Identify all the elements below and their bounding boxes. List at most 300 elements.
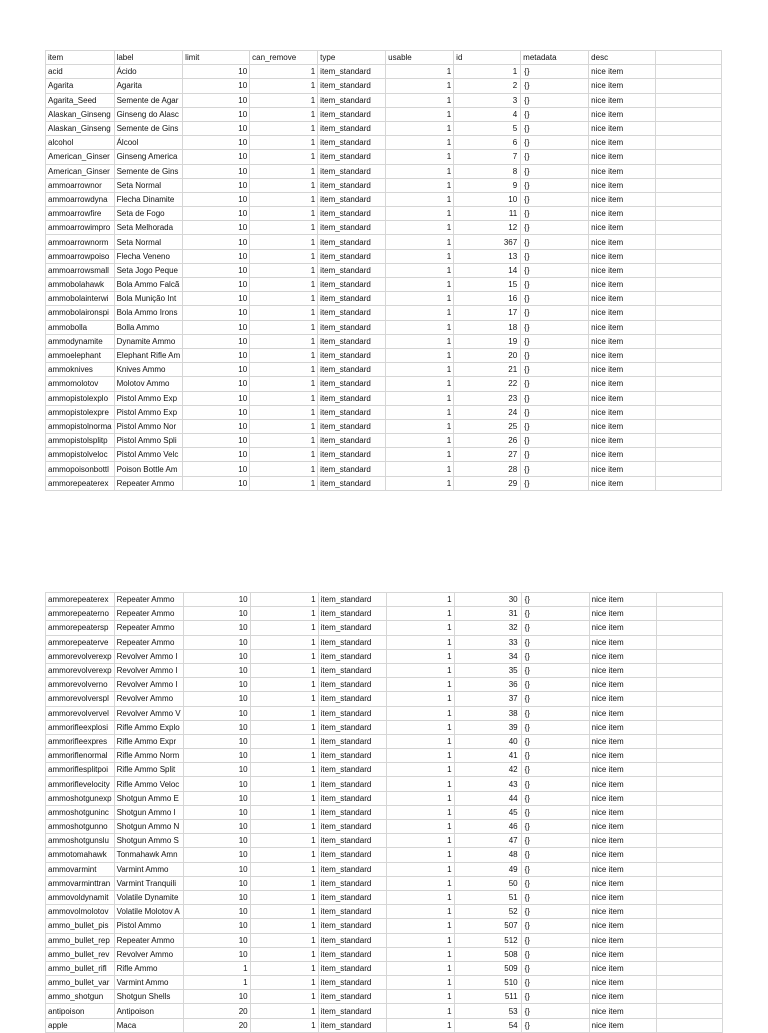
cell-usable: 1: [386, 448, 454, 462]
cell-type: item_standard: [318, 820, 386, 834]
cell-metadata: {}: [521, 235, 589, 249]
cell-limit: 10: [183, 990, 250, 1004]
cell-usable: 1: [386, 107, 454, 121]
cell-desc: nice item: [589, 164, 656, 178]
cell-can-remove: 1: [250, 820, 318, 834]
cell-id: 26: [454, 434, 521, 448]
cell-type: item_standard: [318, 663, 386, 677]
cell-id: 23: [454, 391, 521, 405]
cell-can-remove: 1: [250, 876, 318, 890]
cell-label: Repeater Ammo: [114, 593, 183, 607]
table-row: [46, 947, 723, 961]
cell-metadata: {}: [521, 320, 589, 334]
cell-limit: 10: [183, 121, 250, 135]
cell-metadata: {}: [521, 919, 589, 933]
cell-can-remove: 1: [250, 990, 318, 1004]
cell-limit: 10: [183, 720, 250, 734]
cell-limit: 10: [183, 905, 250, 919]
cell-limit: 10: [183, 890, 250, 904]
cell-type: item_standard: [318, 1018, 386, 1032]
cell-usable: 1: [386, 890, 454, 904]
table-row: [46, 292, 722, 306]
cell-type: item_standard: [318, 919, 386, 933]
cell-item: ammobolainterwi: [46, 292, 115, 306]
cell-desc: nice item: [589, 93, 656, 107]
cell-type: item_standard: [318, 706, 386, 720]
cell-desc: nice item: [589, 107, 656, 121]
cell-usable: 1: [386, 1018, 454, 1032]
cell-item: ammoarrowsmall: [46, 263, 115, 277]
cell-metadata: {}: [521, 1018, 589, 1032]
cell-desc: nice item: [589, 607, 656, 621]
cell-id: 49: [454, 862, 521, 876]
cell-metadata: {}: [521, 107, 589, 121]
table-row: [46, 107, 722, 121]
cell-usable: 1: [386, 834, 454, 848]
cell-blank: [656, 221, 722, 235]
cell-can-remove: 1: [250, 649, 318, 663]
cell-limit: 10: [183, 448, 250, 462]
cell-type: item_standard: [318, 93, 386, 107]
cell-item: ammorevolverexp: [46, 649, 115, 663]
cell-blank: [656, 649, 722, 663]
cell-id: 38: [454, 706, 521, 720]
cell-id: 5: [454, 121, 521, 135]
cell-usable: 1: [386, 363, 454, 377]
cell-can-remove: 1: [250, 607, 318, 621]
table-row: [46, 377, 722, 391]
cell-limit: 10: [183, 763, 250, 777]
cell-type: item_standard: [318, 678, 386, 692]
cell-blank: [656, 692, 722, 706]
cell-label: Bolla Ammo: [114, 320, 183, 334]
cell-item: ammorifleexpres: [46, 734, 115, 748]
cell-blank: [656, 905, 722, 919]
cell-type: item_standard: [318, 607, 386, 621]
cell-type: item_standard: [318, 419, 386, 433]
spreadsheet-page-2: [45, 592, 723, 1033]
cell-metadata: {}: [521, 692, 589, 706]
cell-label: Bola Ammo Irons: [114, 306, 183, 320]
cell-label: Ginseng do Alasc: [114, 107, 183, 121]
cell-id: 15: [454, 278, 521, 292]
cell-usable: 1: [386, 136, 454, 150]
table-row: [46, 663, 723, 677]
cell-id: 45: [454, 805, 521, 819]
cell-can-remove: 1: [250, 207, 318, 221]
table-row: [46, 334, 722, 348]
cell-blank: [656, 434, 722, 448]
cell-item: ammoshotgunno: [46, 820, 115, 834]
cell-metadata: {}: [521, 621, 589, 635]
cell-item: ammo_bullet_rep: [46, 933, 115, 947]
cell-type: item_standard: [318, 720, 386, 734]
cell-can-remove: 1: [250, 763, 318, 777]
cell-can-remove: 1: [250, 692, 318, 706]
cell-desc: nice item: [589, 919, 656, 933]
cell-metadata: {}: [521, 663, 589, 677]
cell-limit: 10: [183, 933, 250, 947]
cell-metadata: {}: [521, 890, 589, 904]
cell-usable: 1: [386, 391, 454, 405]
cell-label: Revolver Ammo: [114, 947, 183, 961]
cell-item: ammoriflesplitpoi: [46, 763, 115, 777]
cell-type: item_standard: [318, 192, 386, 206]
cell-limit: 10: [183, 593, 250, 607]
cell-metadata: {}: [521, 207, 589, 221]
cell-metadata: {}: [521, 377, 589, 391]
cell-id: 16: [454, 292, 521, 306]
cell-label: Revolver Ammo I: [114, 678, 183, 692]
cell-blank: [656, 391, 722, 405]
cell-usable: 1: [386, 221, 454, 235]
cell-blank: [656, 820, 722, 834]
header-cell-label: label: [114, 51, 183, 65]
table-row: [46, 593, 723, 607]
cell-can-remove: 1: [250, 919, 318, 933]
cell-item: ammovarminttran: [46, 876, 115, 890]
cell-item: ammorevolvervel: [46, 706, 115, 720]
cell-type: item_standard: [318, 320, 386, 334]
cell-type: item_standard: [318, 990, 386, 1004]
cell-label: Seta Normal: [114, 235, 183, 249]
cell-limit: 10: [183, 678, 250, 692]
cell-usable: 1: [386, 976, 454, 990]
cell-blank: [656, 107, 722, 121]
cell-id: 52: [454, 905, 521, 919]
table-row: [46, 150, 722, 164]
cell-type: item_standard: [318, 164, 386, 178]
cell-blank: [656, 720, 722, 734]
cell-can-remove: 1: [250, 720, 318, 734]
cell-blank: [656, 961, 722, 975]
cell-metadata: {}: [521, 876, 589, 890]
cell-item: Agarita: [46, 79, 115, 93]
cell-desc: nice item: [589, 976, 656, 990]
cell-metadata: {}: [521, 649, 589, 663]
cell-item: ammoarrownorm: [46, 235, 115, 249]
cell-desc: nice item: [589, 621, 656, 635]
cell-desc: nice item: [589, 593, 656, 607]
cell-blank: [656, 448, 722, 462]
cell-can-remove: 1: [250, 306, 318, 320]
cell-type: item_standard: [318, 905, 386, 919]
cell-item: ammovolmolotov: [46, 905, 115, 919]
cell-desc: nice item: [589, 805, 656, 819]
cell-item: ammoarrowimpro: [46, 221, 115, 235]
cell-blank: [656, 862, 722, 876]
cell-usable: 1: [386, 720, 454, 734]
cell-limit: 10: [183, 734, 250, 748]
cell-type: item_standard: [318, 278, 386, 292]
cell-can-remove: 1: [250, 348, 318, 362]
cell-metadata: {}: [521, 635, 589, 649]
cell-type: item_standard: [318, 65, 386, 79]
cell-type: item_standard: [318, 777, 386, 791]
cell-id: 34: [454, 649, 521, 663]
cell-desc: nice item: [589, 136, 656, 150]
spreadsheet-page-1: [45, 50, 722, 491]
cell-usable: 1: [386, 763, 454, 777]
cell-label: Pistol Ammo Velc: [114, 448, 183, 462]
cell-usable: 1: [386, 348, 454, 362]
cell-id: 6: [454, 136, 521, 150]
cell-item: ammomolotov: [46, 377, 115, 391]
cell-can-remove: 1: [250, 933, 318, 947]
cell-blank: [656, 749, 722, 763]
cell-id: 19: [454, 334, 521, 348]
cell-desc: nice item: [589, 876, 656, 890]
cell-metadata: {}: [521, 961, 589, 975]
cell-blank: [656, 363, 722, 377]
cell-desc: nice item: [589, 320, 656, 334]
cell-label: Bola Munição Int: [114, 292, 183, 306]
table-row: [46, 363, 722, 377]
cell-blank: [656, 65, 722, 79]
cell-usable: 1: [386, 79, 454, 93]
cell-usable: 1: [386, 919, 454, 933]
cell-metadata: {}: [521, 777, 589, 791]
cell-metadata: {}: [521, 93, 589, 107]
cell-item: ammorevolverspl: [46, 692, 115, 706]
cell-usable: 1: [386, 905, 454, 919]
cell-label: Volatile Molotov A: [114, 905, 183, 919]
cell-limit: 10: [183, 692, 250, 706]
cell-blank: [656, 805, 722, 819]
cell-blank: [656, 192, 722, 206]
cell-limit: 10: [183, 192, 250, 206]
cell-usable: 1: [386, 405, 454, 419]
cell-id: 511: [454, 990, 521, 1004]
table-row: [46, 65, 722, 79]
cell-label: Antipoison: [114, 1004, 183, 1018]
cell-blank: [656, 263, 722, 277]
cell-blank: [656, 734, 722, 748]
table-row: [46, 734, 723, 748]
cell-item: American_Ginser: [46, 150, 115, 164]
cell-can-remove: 1: [250, 976, 318, 990]
cell-can-remove: 1: [250, 93, 318, 107]
cell-id: 14: [454, 263, 521, 277]
cell-id: 25: [454, 419, 521, 433]
cell-label: Semente de Gins: [114, 164, 183, 178]
cell-blank: [656, 663, 722, 677]
cell-item: ammoriflevelocity: [46, 777, 115, 791]
cell-blank: [656, 607, 722, 621]
cell-item: ammobolaironspi: [46, 306, 115, 320]
cell-usable: 1: [386, 848, 454, 862]
cell-can-remove: 1: [250, 65, 318, 79]
cell-desc: nice item: [589, 649, 656, 663]
cell-can-remove: 1: [250, 448, 318, 462]
header-cell-usable: usable: [386, 51, 454, 65]
table-row: [46, 249, 722, 263]
cell-id: 509: [454, 961, 521, 975]
cell-can-remove: 1: [250, 377, 318, 391]
table-row: [46, 692, 723, 706]
cell-desc: nice item: [589, 990, 656, 1004]
cell-item: ammotomahawk: [46, 848, 115, 862]
cell-item: ammobolahawk: [46, 278, 115, 292]
cell-usable: 1: [386, 192, 454, 206]
cell-usable: 1: [386, 121, 454, 135]
cell-can-remove: 1: [250, 391, 318, 405]
cell-metadata: {}: [521, 65, 589, 79]
cell-limit: 10: [183, 791, 250, 805]
cell-usable: 1: [386, 749, 454, 763]
table-row: [46, 933, 723, 947]
cell-blank: [656, 1018, 722, 1032]
cell-type: item_standard: [318, 306, 386, 320]
cell-id: 28: [454, 462, 521, 476]
cell-item: ammo_shotgun: [46, 990, 115, 1004]
cell-type: item_standard: [318, 405, 386, 419]
cell-limit: 10: [183, 635, 250, 649]
cell-label: Varmint Ammo: [114, 862, 183, 876]
cell-metadata: {}: [521, 848, 589, 862]
cell-can-remove: 1: [250, 834, 318, 848]
cell-metadata: {}: [521, 348, 589, 362]
cell-metadata: {}: [521, 947, 589, 961]
cell-usable: 1: [386, 334, 454, 348]
header-cell-blank: [656, 51, 722, 65]
cell-blank: [656, 476, 722, 490]
cell-item: ammorevolverexp: [46, 663, 115, 677]
cell-desc: nice item: [589, 1018, 656, 1032]
table-row: [46, 405, 722, 419]
table-row: [46, 278, 722, 292]
cell-limit: 10: [183, 848, 250, 862]
table-row: [46, 791, 723, 805]
cell-metadata: {}: [521, 462, 589, 476]
cell-usable: 1: [386, 434, 454, 448]
cell-metadata: {}: [521, 136, 589, 150]
cell-usable: 1: [386, 876, 454, 890]
cell-item: ammorepeaterex: [46, 476, 115, 490]
cell-desc: nice item: [589, 434, 656, 448]
table-row: [46, 235, 722, 249]
cell-desc: nice item: [589, 933, 656, 947]
cell-type: item_standard: [318, 150, 386, 164]
cell-type: item_standard: [318, 334, 386, 348]
cell-can-remove: 1: [250, 320, 318, 334]
cell-id: 54: [454, 1018, 521, 1032]
cell-metadata: {}: [521, 933, 589, 947]
cell-label: Revolver Ammo I: [114, 649, 183, 663]
cell-label: Flecha Veneno: [114, 249, 183, 263]
cell-limit: 10: [183, 607, 250, 621]
cell-can-remove: 1: [250, 79, 318, 93]
cell-limit: 10: [183, 947, 250, 961]
cell-id: 367: [454, 235, 521, 249]
cell-usable: 1: [386, 777, 454, 791]
cell-metadata: {}: [521, 720, 589, 734]
cell-id: 12: [454, 221, 521, 235]
cell-desc: nice item: [589, 678, 656, 692]
cell-desc: nice item: [589, 419, 656, 433]
cell-label: Pistol Ammo: [114, 919, 183, 933]
cell-label: Rifle Ammo Explo: [114, 720, 183, 734]
cell-id: 1: [454, 65, 521, 79]
cell-id: 18: [454, 320, 521, 334]
cell-item: ammo_bullet_rev: [46, 947, 115, 961]
cell-label: Shotgun Ammo N: [114, 820, 183, 834]
cell-desc: nice item: [589, 763, 656, 777]
table-row: [46, 419, 722, 433]
cell-item: ammorepeatersp: [46, 621, 115, 635]
cell-item: acid: [46, 65, 115, 79]
cell-desc: nice item: [589, 377, 656, 391]
cell-item: ammorifleexplosi: [46, 720, 115, 734]
cell-can-remove: 1: [250, 890, 318, 904]
cell-id: 512: [454, 933, 521, 947]
cell-item: ammoshotgunslu: [46, 834, 115, 848]
cell-type: item_standard: [318, 947, 386, 961]
cell-usable: 1: [386, 678, 454, 692]
cell-label: Flecha Dinamite: [114, 192, 183, 206]
cell-limit: 10: [183, 820, 250, 834]
cell-type: item_standard: [318, 249, 386, 263]
cell-label: Repeater Ammo: [114, 476, 183, 490]
cell-id: 39: [454, 720, 521, 734]
cell-type: item_standard: [318, 107, 386, 121]
cell-usable: 1: [386, 1004, 454, 1018]
cell-type: item_standard: [318, 121, 386, 135]
table-row: [46, 635, 723, 649]
cell-can-remove: 1: [250, 947, 318, 961]
cell-label: Repeater Ammo: [114, 621, 183, 635]
cell-type: item_standard: [318, 976, 386, 990]
cell-metadata: {}: [521, 292, 589, 306]
table-row: [46, 93, 722, 107]
cell-id: 41: [454, 749, 521, 763]
cell-desc: nice item: [589, 820, 656, 834]
cell-usable: 1: [386, 462, 454, 476]
cell-type: item_standard: [318, 791, 386, 805]
cell-usable: 1: [386, 150, 454, 164]
cell-item: ammopistolexplo: [46, 391, 115, 405]
cell-label: Tonmahawk Amn: [114, 848, 183, 862]
table-row: [46, 976, 723, 990]
cell-can-remove: 1: [250, 805, 318, 819]
cell-id: 24: [454, 405, 521, 419]
cell-limit: 10: [183, 150, 250, 164]
cell-limit: 10: [183, 834, 250, 848]
cell-label: Seta Jogo Peque: [114, 263, 183, 277]
cell-can-remove: 1: [250, 434, 318, 448]
cell-usable: 1: [386, 278, 454, 292]
cell-limit: 10: [183, 919, 250, 933]
cell-id: 36: [454, 678, 521, 692]
cell-label: Varmint Tranquili: [114, 876, 183, 890]
cell-type: item_standard: [318, 692, 386, 706]
cell-id: 46: [454, 820, 521, 834]
cell-label: Shotgun Ammo S: [114, 834, 183, 848]
cell-label: Seta Normal: [114, 178, 183, 192]
table-row: [46, 1018, 723, 1032]
cell-limit: 10: [183, 749, 250, 763]
cell-type: item_standard: [318, 749, 386, 763]
cell-label: Shotgun Ammo E: [114, 791, 183, 805]
cell-can-remove: 1: [250, 164, 318, 178]
cell-limit: 10: [183, 649, 250, 663]
cell-limit: 20: [183, 1018, 250, 1032]
header-cell-type: type: [318, 51, 386, 65]
cell-can-remove: 1: [250, 462, 318, 476]
cell-id: 7: [454, 150, 521, 164]
cell-can-remove: 1: [250, 663, 318, 677]
cell-can-remove: 1: [250, 706, 318, 720]
